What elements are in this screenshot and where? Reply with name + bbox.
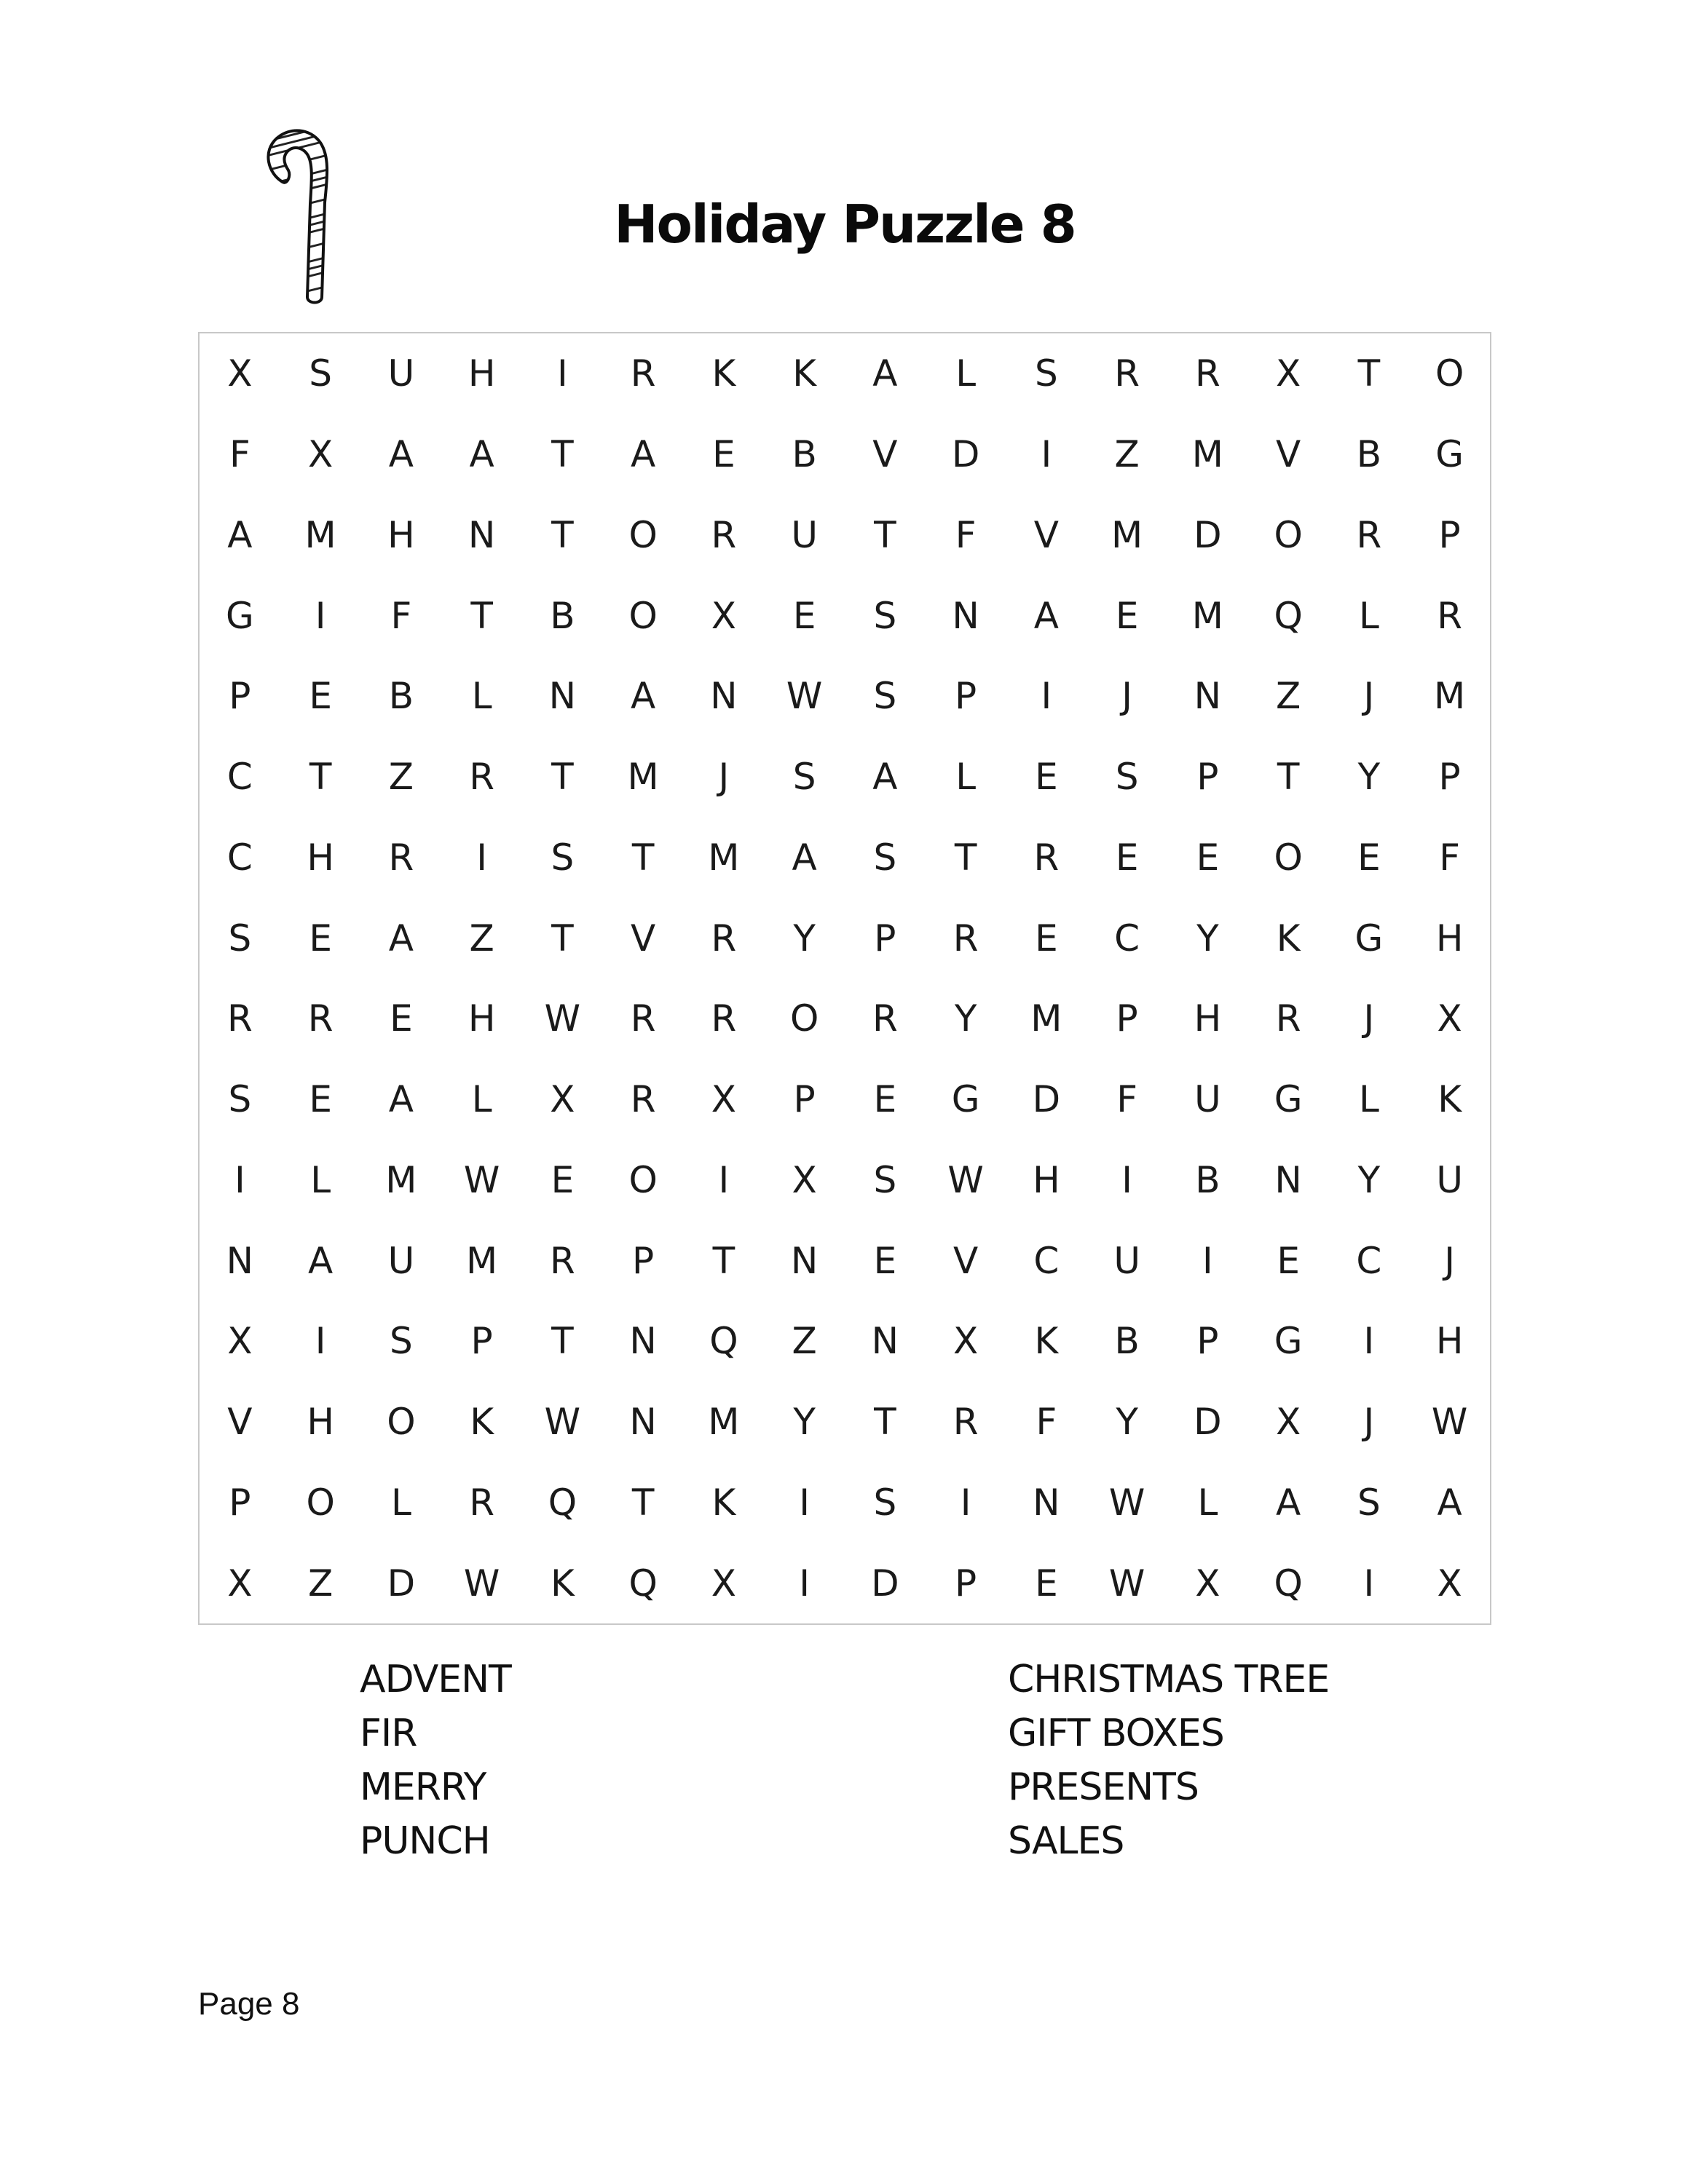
grid-cell[interactable]: T	[1277, 756, 1300, 799]
grid-cell[interactable]: A	[388, 917, 414, 960]
grid-cell[interactable]: R	[630, 1078, 656, 1121]
grid-cell[interactable]: E	[309, 1078, 332, 1121]
grid-cell[interactable]: E	[551, 1158, 575, 1201]
grid-cell[interactable]: I	[1363, 1320, 1375, 1363]
grid-cell[interactable]: S	[873, 675, 897, 718]
grid-cell[interactable]: Z	[1275, 675, 1301, 718]
grid-cell[interactable]: R	[469, 1481, 494, 1524]
grid-cell[interactable]: E	[712, 433, 735, 476]
grid-cell[interactable]: K	[1437, 1078, 1462, 1121]
grid-cell[interactable]: N	[1033, 1481, 1060, 1524]
grid-cell[interactable]: N	[952, 594, 979, 637]
grid-cell[interactable]: Y	[793, 1401, 816, 1444]
grid-cell[interactable]: N	[226, 1239, 254, 1282]
grid-cell[interactable]: U	[1436, 1158, 1463, 1201]
grid-cell[interactable]: G	[226, 594, 254, 637]
grid-cell[interactable]: S	[551, 836, 575, 879]
grid-cell[interactable]: N	[710, 675, 738, 718]
grid-cell[interactable]: H	[1435, 1320, 1464, 1363]
grid-cell[interactable]: L	[1358, 1078, 1379, 1121]
grid-cell[interactable]: E	[1277, 1239, 1300, 1282]
word-list-item: MERRY	[360, 1765, 486, 1809]
grid-cell[interactable]: O	[628, 1158, 658, 1201]
grid-cell[interactable]: P	[1438, 756, 1461, 799]
grid-cell[interactable]: Z	[792, 1320, 817, 1363]
grid-cell[interactable]: L	[1358, 594, 1379, 637]
grid-cell[interactable]: T	[954, 836, 977, 879]
grid-cell[interactable]: T	[874, 513, 896, 556]
grid-cell[interactable]: P	[1196, 1320, 1219, 1363]
grid-cell[interactable]: M	[1030, 997, 1062, 1040]
grid-cell[interactable]: D	[1194, 513, 1222, 556]
grid-cell[interactable]: P	[1116, 997, 1138, 1040]
grid-cell[interactable]: I	[234, 1158, 245, 1201]
grid-cell[interactable]: S	[873, 594, 897, 637]
grid-cell[interactable]: X	[1437, 1562, 1462, 1605]
grid-cell[interactable]: R	[1033, 836, 1060, 879]
grid-cell[interactable]: I	[1363, 1562, 1375, 1605]
grid-cell[interactable]: Q	[709, 1320, 738, 1363]
grid-cell[interactable]: T	[551, 917, 574, 960]
grid-cell[interactable]: J	[1363, 997, 1375, 1040]
grid-cell[interactable]: S	[228, 1078, 252, 1121]
grid-cell[interactable]: A	[792, 836, 817, 879]
grid-cell[interactable]: C	[226, 836, 253, 879]
grid-cell[interactable]: N	[629, 1401, 657, 1444]
grid-cell[interactable]: E	[873, 1078, 897, 1121]
grid-cell[interactable]: O	[628, 513, 658, 556]
grid-cell[interactable]: V	[1276, 433, 1301, 476]
grid-cell[interactable]: H	[468, 352, 496, 395]
grid-cell[interactable]: X	[711, 1078, 736, 1121]
grid-cell[interactable]: X	[227, 1320, 253, 1363]
grid-cell[interactable]: U	[1113, 1239, 1140, 1282]
grid-cell[interactable]: N	[1274, 1158, 1302, 1201]
grid-cell[interactable]: S	[1115, 756, 1139, 799]
grid-cell[interactable]: W	[1108, 1481, 1145, 1524]
word-list-item: GIFT BOXES	[1008, 1712, 1224, 1755]
grid-cell[interactable]: T	[551, 433, 574, 476]
grid-cell[interactable]: Z	[469, 917, 494, 960]
grid-cell[interactable]: A	[1276, 1481, 1301, 1524]
grid-cell[interactable]: D	[387, 1562, 416, 1605]
grid-cell[interactable]: L	[390, 1481, 411, 1524]
grid-cell[interactable]: T	[470, 594, 493, 637]
grid-cell[interactable]: W	[1108, 1562, 1145, 1605]
grid-cell[interactable]: N	[548, 675, 577, 718]
page-title: Holiday Puzzle 8	[614, 194, 1076, 255]
grid-cell[interactable]: A	[1437, 1481, 1462, 1524]
grid-cell[interactable]: Z	[388, 756, 414, 799]
grid-cell[interactable]: I	[476, 836, 487, 879]
grid-cell[interactable]: S	[228, 917, 252, 960]
grid-cell[interactable]: N	[468, 513, 496, 556]
grid-cell[interactable]: E	[792, 594, 816, 637]
grid-cell[interactable]: M	[708, 836, 740, 879]
candy-cane-icon	[255, 122, 342, 312]
grid-cell[interactable]: I	[1202, 1239, 1213, 1282]
grid-cell[interactable]: E	[309, 675, 332, 718]
grid-cell[interactable]: D	[871, 1562, 899, 1605]
grid-cell[interactable]: X	[1437, 997, 1462, 1040]
word-search-grid	[198, 332, 1491, 1625]
grid-cell[interactable]: L	[955, 756, 977, 799]
grid-cell[interactable]: P	[229, 675, 251, 718]
grid-cell[interactable]: S	[873, 1481, 897, 1524]
grid-cell[interactable]: R	[711, 917, 737, 960]
grid-cell[interactable]: P	[229, 1481, 251, 1524]
word-list-right	[1008, 1653, 1329, 1868]
grid-cell[interactable]: H	[1435, 917, 1464, 960]
grid-cell[interactable]: A	[631, 433, 656, 476]
grid-cell[interactable]: A	[388, 1078, 414, 1121]
grid-cell[interactable]: K	[711, 352, 736, 395]
word-list-item: SALES	[1008, 1819, 1124, 1863]
grid-cell[interactable]: B	[550, 594, 575, 637]
grid-cell[interactable]: M	[385, 1158, 417, 1201]
grid-cell[interactable]: P	[1438, 513, 1461, 556]
grid-cell[interactable]: Q	[548, 1481, 577, 1524]
grid-cell[interactable]: P	[1196, 756, 1219, 799]
grid-cell[interactable]: T	[309, 756, 332, 799]
grid-cell[interactable]: B	[388, 675, 414, 718]
grid-cell[interactable]: M	[304, 513, 336, 556]
word-list-item: PRESENTS	[1008, 1765, 1199, 1809]
grid-cell[interactable]: S	[873, 1158, 897, 1201]
grid-cell[interactable]: Q	[1274, 594, 1303, 637]
grid-cell[interactable]: R	[872, 997, 898, 1040]
grid-cell[interactable]: I	[1041, 433, 1052, 476]
grid-cell[interactable]: I	[718, 1158, 730, 1201]
grid-cell[interactable]: B	[1195, 1158, 1220, 1201]
grid-cell[interactable]: O	[1435, 352, 1464, 395]
grid-cell[interactable]: X	[711, 594, 736, 637]
grid-cell[interactable]: L	[955, 352, 977, 395]
grid-cell[interactable]: L	[471, 1078, 492, 1121]
grid-cell[interactable]: T	[1357, 352, 1381, 395]
grid-cell[interactable]: K	[711, 1481, 736, 1524]
grid-cell[interactable]: R	[1275, 997, 1301, 1040]
grid-cell[interactable]: W	[786, 675, 823, 718]
grid-cell[interactable]: F	[229, 433, 251, 476]
grid-cell[interactable]: Q	[1274, 1562, 1303, 1605]
grid-cell[interactable]: Y	[793, 917, 816, 960]
grid-cell[interactable]: H	[387, 513, 415, 556]
grid-cell[interactable]: R	[630, 352, 656, 395]
grid-cell[interactable]: X	[1275, 352, 1301, 395]
grid-cell[interactable]: H	[307, 1401, 334, 1444]
word-list-item: PUNCH	[360, 1819, 490, 1863]
grid-cell[interactable]: B	[1114, 1320, 1140, 1363]
grid-cell[interactable]: A	[227, 513, 253, 556]
page-number: Page 8	[198, 1986, 300, 2022]
grid-cell[interactable]: J	[1363, 675, 1375, 718]
grid-cell[interactable]: Y	[954, 997, 977, 1040]
grid-cell[interactable]: A	[631, 675, 656, 718]
grid-cell[interactable]: R	[227, 997, 253, 1040]
grid-cell[interactable]: E	[1196, 836, 1220, 879]
grid-cell[interactable]: E	[390, 997, 413, 1040]
grid-cell[interactable]: O	[1274, 513, 1303, 556]
grid-cell[interactable]: R	[630, 997, 656, 1040]
grid-cell[interactable]: P	[874, 917, 896, 960]
grid-cell[interactable]: C	[226, 756, 253, 799]
word-list-left	[360, 1653, 511, 1868]
grid-cell[interactable]: I	[315, 594, 326, 637]
grid-cell[interactable]: G	[1274, 1320, 1303, 1363]
grid-cell[interactable]: K	[792, 352, 817, 395]
grid-cell[interactable]: I	[315, 1320, 326, 1363]
grid-cell[interactable]: W	[947, 1158, 984, 1201]
grid-cell[interactable]: O	[387, 1401, 416, 1444]
grid-cell[interactable]: O	[628, 594, 658, 637]
grid-cell[interactable]: I	[799, 1562, 810, 1605]
grid-cell[interactable]: H	[1194, 997, 1222, 1040]
grid-cell[interactable]: K	[1034, 1320, 1059, 1363]
grid-cell[interactable]: I	[1041, 675, 1052, 718]
grid-cell[interactable]: E	[1035, 917, 1058, 960]
grid-cell[interactable]: O	[1274, 836, 1303, 879]
grid-cell[interactable]: T	[874, 1401, 896, 1444]
grid-cell[interactable]: C	[1114, 917, 1140, 960]
grid-cell[interactable]: Y	[1196, 917, 1219, 960]
grid-cell[interactable]: E	[1115, 594, 1139, 637]
grid-cell[interactable]: P	[632, 1239, 655, 1282]
grid-cell[interactable]: R	[550, 1239, 575, 1282]
word-list-item: FIR	[360, 1712, 417, 1755]
grid-cell[interactable]: P	[955, 675, 977, 718]
grid-cell[interactable]: M	[627, 756, 659, 799]
grid-cell[interactable]: E	[309, 917, 332, 960]
grid-cell[interactable]: V	[953, 1239, 979, 1282]
grid-cell[interactable]: S	[1035, 352, 1058, 395]
grid-cell[interactable]: O	[306, 1481, 335, 1524]
grid-cell[interactable]: S	[792, 756, 816, 799]
grid-cell[interactable]: H	[307, 836, 334, 879]
grid-cell[interactable]: M	[1434, 675, 1466, 718]
grid-cell[interactable]: W	[463, 1562, 500, 1605]
grid-cell[interactable]: E	[1115, 836, 1139, 879]
grid-cell[interactable]: N	[790, 1239, 819, 1282]
grid-cell[interactable]: U	[387, 1239, 415, 1282]
grid-cell[interactable]: F	[1439, 836, 1460, 879]
grid-cell[interactable]: A	[872, 756, 898, 799]
grid-cell[interactable]: P	[793, 1078, 816, 1121]
grid-cell[interactable]: Q	[628, 1562, 658, 1605]
grid-cell[interactable]: G	[951, 1078, 980, 1121]
grid-cell[interactable]: P	[955, 1562, 977, 1605]
grid-cell[interactable]: T	[551, 513, 574, 556]
grid-cell[interactable]: M	[466, 1239, 498, 1282]
grid-cell[interactable]: X	[307, 433, 334, 476]
grid-cell[interactable]: W	[544, 997, 581, 1040]
grid-cell[interactable]: E	[873, 1239, 897, 1282]
grid-cell[interactable]: X	[550, 1078, 575, 1121]
grid-cell[interactable]: O	[789, 997, 819, 1040]
grid-cell[interactable]: R	[1195, 352, 1220, 395]
grid-cell[interactable]: U	[387, 352, 415, 395]
grid-cell[interactable]: J	[718, 756, 730, 799]
grid-cell[interactable]: C	[1356, 1239, 1382, 1282]
grid-cell[interactable]: A	[308, 1239, 334, 1282]
grid-cell[interactable]: K	[550, 1562, 575, 1605]
grid-cell[interactable]: U	[1194, 1078, 1221, 1121]
grid-cell[interactable]: T	[631, 1481, 655, 1524]
grid-cell[interactable]: F	[390, 594, 412, 637]
grid-cell[interactable]: N	[629, 1320, 657, 1363]
grid-cell[interactable]: L	[1197, 1481, 1218, 1524]
grid-cell[interactable]: S	[390, 1320, 413, 1363]
grid-cell[interactable]: I	[799, 1481, 810, 1524]
grid-cell[interactable]: K	[1276, 917, 1301, 960]
grid-cell[interactable]: X	[227, 352, 253, 395]
grid-cell[interactable]: T	[551, 756, 574, 799]
grid-cell[interactable]: R	[711, 513, 737, 556]
grid-cell[interactable]: F	[1116, 1078, 1137, 1121]
grid-cell[interactable]: P	[470, 1320, 493, 1363]
grid-cell[interactable]: A	[388, 433, 414, 476]
grid-cell[interactable]: R	[953, 1401, 979, 1444]
grid-cell[interactable]: I	[960, 1481, 971, 1524]
grid-cell[interactable]: F	[1036, 1401, 1057, 1444]
grid-cell[interactable]: F	[955, 513, 977, 556]
grid-cell[interactable]: B	[792, 433, 817, 476]
grid-cell[interactable]: H	[468, 997, 496, 1040]
grid-cell[interactable]: U	[791, 513, 818, 556]
grid-cell[interactable]: A	[1033, 594, 1059, 637]
grid-cell[interactable]: M	[708, 1401, 740, 1444]
grid-cell[interactable]: W	[463, 1158, 500, 1201]
grid-cell[interactable]: X	[711, 1562, 736, 1605]
grid-cell[interactable]: M	[1111, 513, 1143, 556]
grid-cell[interactable]: J	[1363, 1401, 1375, 1444]
grid-cell[interactable]: J	[1121, 675, 1132, 718]
grid-cell[interactable]: R	[469, 756, 494, 799]
grid-cell[interactable]: Y	[1116, 1401, 1138, 1444]
grid-cell[interactable]: W	[1431, 1401, 1468, 1444]
grid-cell[interactable]: L	[310, 1158, 331, 1201]
grid-cell[interactable]: M	[1191, 594, 1223, 637]
grid-cell[interactable]: E	[1357, 836, 1381, 879]
grid-cell[interactable]: H	[1033, 1158, 1060, 1201]
grid-cell[interactable]: T	[631, 836, 655, 879]
grid-cell[interactable]: M	[1191, 433, 1223, 476]
grid-cell[interactable]: S	[873, 836, 897, 879]
grid-cell[interactable]: X	[227, 1562, 253, 1605]
grid-cell[interactable]: D	[1194, 1401, 1222, 1444]
grid-cell[interactable]: L	[471, 675, 492, 718]
grid-cell[interactable]: D	[951, 433, 980, 476]
grid-cell[interactable]: I	[557, 352, 568, 395]
grid-cell[interactable]: E	[1035, 756, 1058, 799]
grid-cell[interactable]: J	[1444, 1239, 1455, 1282]
grid-cell[interactable]: R	[1114, 352, 1140, 395]
grid-cell[interactable]: T	[712, 1239, 735, 1282]
grid-cell[interactable]: K	[470, 1401, 494, 1444]
grid-cell[interactable]: B	[1356, 433, 1382, 476]
word-list-item: CHRISTMAS TREE	[1008, 1658, 1330, 1701]
grid-cell[interactable]: G	[1274, 1078, 1303, 1121]
word-list-item: ADVENT	[360, 1658, 511, 1701]
grid-cell[interactable]: R	[1356, 513, 1382, 556]
grid-cell[interactable]: I	[1121, 1158, 1132, 1201]
grid-cell[interactable]: S	[1357, 1481, 1381, 1524]
grid-cell[interactable]: A	[469, 433, 494, 476]
grid-cell[interactable]: N	[871, 1320, 899, 1363]
grid-cell[interactable]: N	[1194, 675, 1222, 718]
grid-cell[interactable]: G	[1354, 917, 1384, 960]
grid-cell[interactable]: C	[1033, 1239, 1060, 1282]
grid-cell[interactable]: V	[227, 1401, 253, 1444]
grid-cell[interactable]: Y	[1357, 756, 1381, 799]
grid-cell[interactable]: V	[872, 433, 898, 476]
grid-cell[interactable]: R	[307, 997, 334, 1040]
grid-cell[interactable]: Z	[307, 1562, 334, 1605]
grid-cell[interactable]: X	[1275, 1401, 1301, 1444]
grid-cell[interactable]: R	[388, 836, 414, 879]
grid-cell[interactable]: D	[1032, 1078, 1061, 1121]
grid-cell[interactable]: R	[953, 917, 979, 960]
grid-cell[interactable]: E	[1035, 1562, 1058, 1605]
grid-cell[interactable]: V	[1033, 513, 1059, 556]
grid-cell[interactable]: T	[551, 1320, 574, 1363]
grid-cell[interactable]: X	[1195, 1562, 1220, 1605]
grid-cell[interactable]: Y	[1357, 1158, 1381, 1201]
grid-cell[interactable]: X	[792, 1158, 817, 1201]
grid-cell[interactable]: Z	[1114, 433, 1140, 476]
grid-cell[interactable]: V	[631, 917, 656, 960]
grid-cell[interactable]: X	[953, 1320, 979, 1363]
grid-cell[interactable]: R	[1437, 594, 1462, 637]
grid-cell[interactable]: S	[309, 352, 332, 395]
grid-cell[interactable]: W	[544, 1401, 581, 1444]
grid-cell[interactable]: G	[1435, 433, 1464, 476]
grid-cell[interactable]: A	[872, 352, 898, 395]
grid-cell[interactable]: R	[711, 997, 737, 1040]
